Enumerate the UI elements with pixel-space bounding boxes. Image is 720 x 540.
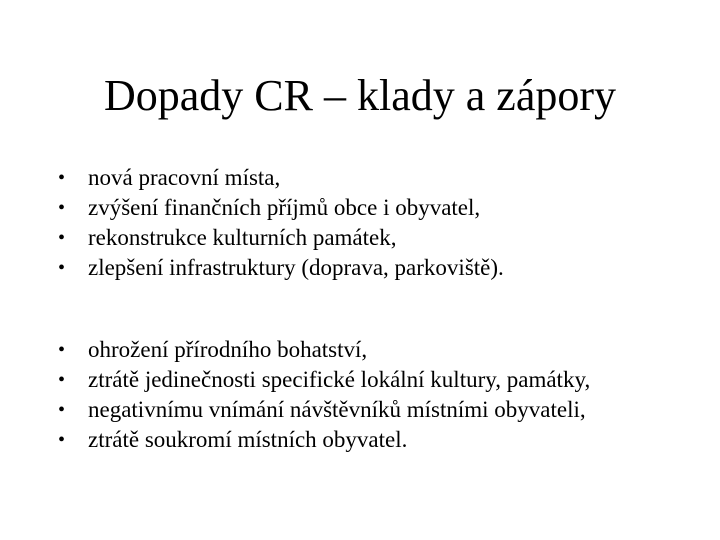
list-item	[58, 335, 590, 365]
list-item-text: zvýšení finančních příjmů obce i obyvatel,	[88, 195, 481, 220]
bullet-icon: •	[58, 167, 66, 189]
bullet-icon: •	[58, 257, 66, 279]
slide-title: Dopady CR – klady a zápory	[104, 71, 616, 120]
bullet-icon: •	[58, 339, 66, 361]
list-item-text: ohrožení přírodního bohatství,	[88, 337, 368, 362]
list-item-text: ztrátě soukromí místních obyvatel.	[88, 427, 408, 452]
list-item	[58, 365, 590, 395]
bullet-icon: •	[58, 227, 66, 249]
list-item	[58, 223, 504, 253]
list-item-text: negativnímu vnímání návštěvníků místními obyvateli,	[88, 397, 586, 422]
list-item	[58, 253, 504, 283]
list-item-text: rekonstrukce kulturních památek,	[88, 225, 397, 250]
bullet-icon: •	[58, 399, 66, 421]
pros-list	[58, 163, 504, 283]
list-item-text: nová pracovní místa,	[88, 165, 281, 190]
list-item	[58, 425, 590, 455]
bullet-icon: •	[58, 369, 66, 391]
bullet-icon: •	[58, 429, 66, 451]
list-item-text: zlepšení infrastruktury (doprava, parkoviště).	[88, 255, 504, 280]
list-item	[58, 193, 504, 223]
list-item	[58, 163, 504, 193]
list-item	[58, 395, 590, 425]
bullet-icon: •	[58, 197, 66, 219]
cons-list	[58, 335, 590, 455]
list-item-text: ztrátě jedinečnosti specifické lokální kultury, památky,	[88, 367, 591, 392]
